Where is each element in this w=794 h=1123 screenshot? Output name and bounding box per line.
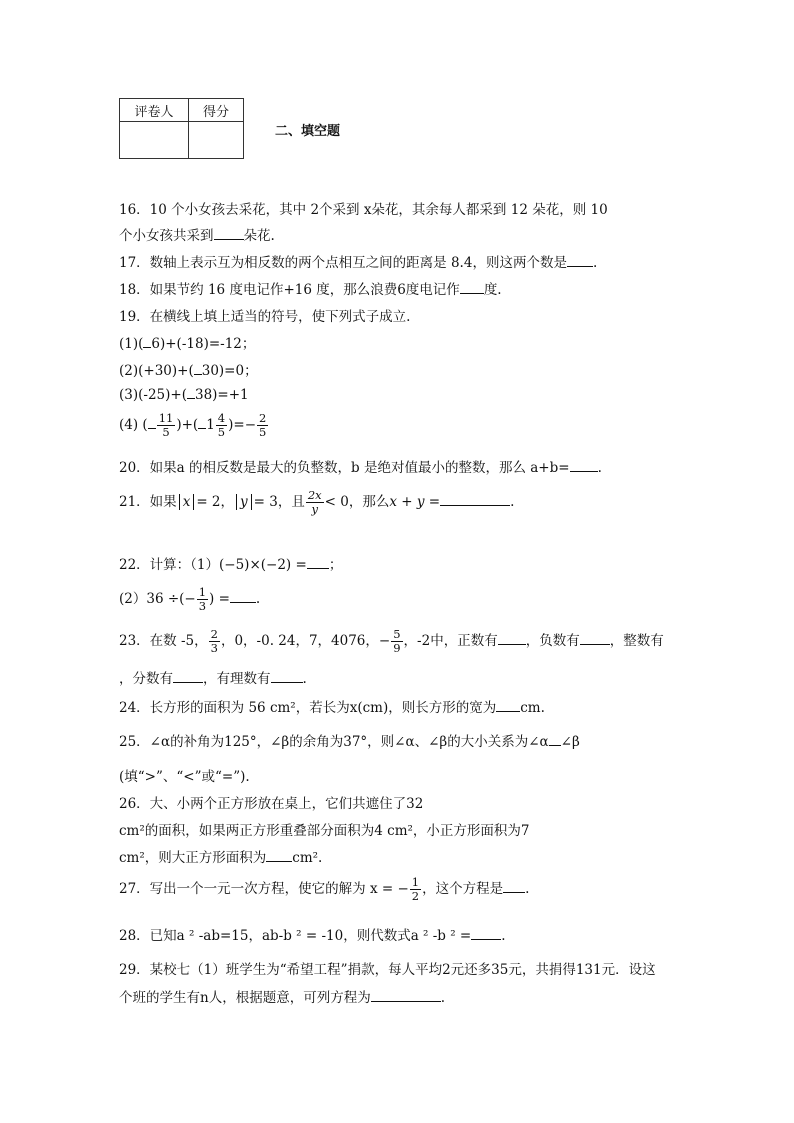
q26-line1: 26．大、小两个正方形放在桌上，它们共遮住了32	[119, 796, 424, 812]
answer-blank[interactable]	[503, 880, 525, 893]
q19-text: (1)(	[119, 336, 144, 352]
q17	[119, 251, 597, 271]
q23-line1	[119, 628, 664, 655]
denominator: 9	[393, 641, 401, 655]
q26-line2: cm²的面积，如果两正方形重叠部分面积为4 cm²，小正方形面积为7	[119, 823, 530, 839]
answer-blank[interactable]	[549, 733, 561, 746]
q21-end: .	[510, 494, 515, 510]
q21-expression: x + y =	[389, 494, 441, 510]
answer-blank[interactable]	[148, 416, 156, 429]
answer-blank[interactable]	[307, 556, 329, 569]
q26-text: cm².	[292, 850, 323, 866]
answer-blank[interactable]	[471, 927, 501, 940]
q27	[119, 876, 529, 903]
answer-blank[interactable]	[271, 670, 303, 683]
numerator: 2	[210, 627, 218, 641]
abs-x: x	[179, 494, 195, 510]
q19-text: (4) (	[119, 417, 148, 433]
numerator: 4	[217, 411, 226, 425]
q19-text: (3)(-25)+(	[119, 387, 187, 403]
q23-line2	[119, 667, 307, 687]
answer-blank[interactable]	[266, 849, 292, 862]
answer-blank[interactable]	[198, 416, 206, 429]
q21-text: < 0，那么	[324, 494, 390, 510]
denominator: y	[311, 502, 319, 516]
q19-part2	[119, 359, 258, 379]
q20-end: .	[597, 460, 602, 476]
denominator: 2	[411, 889, 420, 903]
answer-blank[interactable]	[173, 670, 203, 683]
answer-blank[interactable]	[187, 386, 195, 399]
answer-blank[interactable]	[498, 632, 526, 645]
q18-text: 18．如果节约 16 度电记作+16 度，那么浪费6度电记作	[119, 282, 460, 298]
q25-line2: (填“>”、“<”或“=”).	[119, 769, 250, 785]
q25-text: 25．∠α的补角为125°，∠β的余角为37°，则∠α、∠β的大小关系为∠α	[119, 734, 549, 750]
q18	[119, 278, 502, 298]
q27-text: 27．写出一个一元一次方程，使它的解为 x = −	[119, 881, 409, 897]
q22-line1	[119, 553, 342, 573]
denominator: 5	[162, 425, 170, 439]
q17-text: 17．数轴上表示互为相反数的两个点相互之间的距离是 8.4，则这两个数是	[119, 255, 567, 271]
q23-end: .	[302, 671, 307, 687]
fraction	[157, 412, 176, 439]
q19-part4	[119, 412, 269, 439]
score-header: 得分	[189, 99, 244, 122]
fraction	[257, 412, 268, 439]
q19-text: 38)=+1	[194, 387, 249, 403]
denominator: 5	[217, 425, 226, 439]
abs-y: y	[236, 494, 252, 510]
q24-end: cm.	[520, 700, 545, 716]
q23-text: ，0，-0. 24，7，4076，−	[220, 633, 391, 649]
fraction	[209, 628, 220, 655]
q23-text: ，有理数有	[203, 671, 271, 687]
grader-cell	[120, 122, 189, 159]
q19-text: )+(	[176, 417, 199, 433]
q22-text: 22．计算：（1）(−5)×(−2) =	[119, 557, 307, 573]
score-cell	[189, 122, 244, 159]
q20	[119, 456, 602, 476]
q21-text: = 2，	[196, 494, 235, 510]
numerator: 1	[411, 875, 420, 889]
q21	[119, 489, 514, 516]
q28-text: 28．已知a ² -ab=15，ab-b ² = -10，则代数式a ² -b ² =	[119, 928, 472, 944]
fraction	[391, 628, 402, 655]
answer-blank[interactable]	[460, 281, 484, 294]
numerator: 11	[158, 411, 174, 425]
denominator: 3	[210, 641, 218, 655]
q22-end: ；	[328, 557, 343, 573]
q25-line1	[119, 730, 580, 750]
q22-text: ) =	[209, 591, 230, 607]
q19-text: (2)(+30)+(	[119, 363, 194, 379]
q16-line2	[119, 224, 275, 244]
answer-blank[interactable]	[440, 493, 510, 506]
q26-text: cm²，则大正方形面积为	[119, 850, 267, 866]
q16-line1: 16．10 个小女孩去采花，其中 2个采到 x朵花，其余每人都采到 12 朵花，则 10	[119, 202, 608, 218]
answer-blank[interactable]	[371, 989, 441, 1002]
q21-text: 21．如果	[119, 494, 177, 510]
q26-line3	[119, 846, 322, 866]
q19-stem: 19．在横线上填上适当的符号，使下列式子成立.	[119, 309, 411, 325]
q23-text: ，负数有	[525, 633, 580, 649]
q22-line2	[119, 586, 260, 613]
answer-blank[interactable]	[580, 632, 610, 645]
q23-text: ，整数有	[609, 633, 664, 649]
q18-end: 度.	[483, 282, 502, 298]
grader-header: 评卷人	[120, 99, 189, 122]
q27-text: ，这个方程是	[422, 881, 504, 897]
q21-text: = 3，且	[253, 494, 305, 510]
numerator: 5	[393, 627, 401, 641]
q23-text: ，分数有	[119, 671, 173, 687]
score-table	[119, 98, 244, 159]
answer-blank[interactable]	[214, 227, 244, 240]
q19-text: 6)+(-18)=-12；	[151, 336, 256, 352]
q23-text: ，-2中，正数有	[403, 633, 498, 649]
q19-part1	[119, 332, 255, 352]
q25-text: ∠β	[560, 734, 580, 750]
answer-blank[interactable]	[496, 699, 520, 712]
q29-end: .	[440, 990, 445, 1006]
q28	[119, 924, 506, 944]
q28-end: .	[501, 928, 506, 944]
q29-line2	[119, 986, 445, 1006]
section-title: 二、填空题	[275, 124, 341, 139]
q19-text: )=−	[228, 417, 256, 433]
q22-end: .	[255, 591, 261, 607]
fraction	[197, 586, 208, 613]
q16-text: 个小女孩共采到	[119, 228, 214, 244]
answer-blank[interactable]	[567, 254, 593, 267]
fraction	[216, 412, 227, 439]
q29-text: 个班的学生有n人，根据题意，可列方程为	[119, 990, 371, 1006]
fraction	[306, 489, 324, 516]
answer-blank[interactable]	[230, 590, 256, 603]
denominator: 5	[259, 425, 267, 439]
q23-text: 23．在数 -5，	[119, 633, 208, 649]
answer-blank[interactable]	[194, 362, 202, 375]
q19-part3	[119, 386, 249, 403]
q27-end: .	[525, 881, 530, 897]
numerator: 1	[198, 585, 207, 599]
numerator: 2	[259, 411, 267, 425]
fraction	[410, 876, 421, 903]
q16-end: 朵花.	[243, 228, 275, 244]
numerator: 2x	[307, 488, 322, 502]
denominator: 3	[198, 599, 207, 613]
answer-blank[interactable]	[570, 459, 598, 472]
q24	[119, 696, 545, 716]
q24-text: 24．长方形的面积为 56 cm²，若长为x(cm)，则长方形的宽为	[119, 700, 497, 716]
q20-text: 20．如果a 的相反数是最大的负整数，b 是绝对值最小的整数，那么 a+b=	[119, 460, 570, 476]
q19-text: 30)=0；	[201, 363, 258, 379]
q17-end: .	[592, 255, 598, 271]
q29-line1: 29．某校七（1）班学生为“希望工程”捐款，每人平均2元还多35元，共捐得131元．设这	[119, 962, 656, 978]
q22-text: (2）36 ÷(−	[119, 591, 196, 607]
q19-text: 1	[206, 417, 215, 433]
